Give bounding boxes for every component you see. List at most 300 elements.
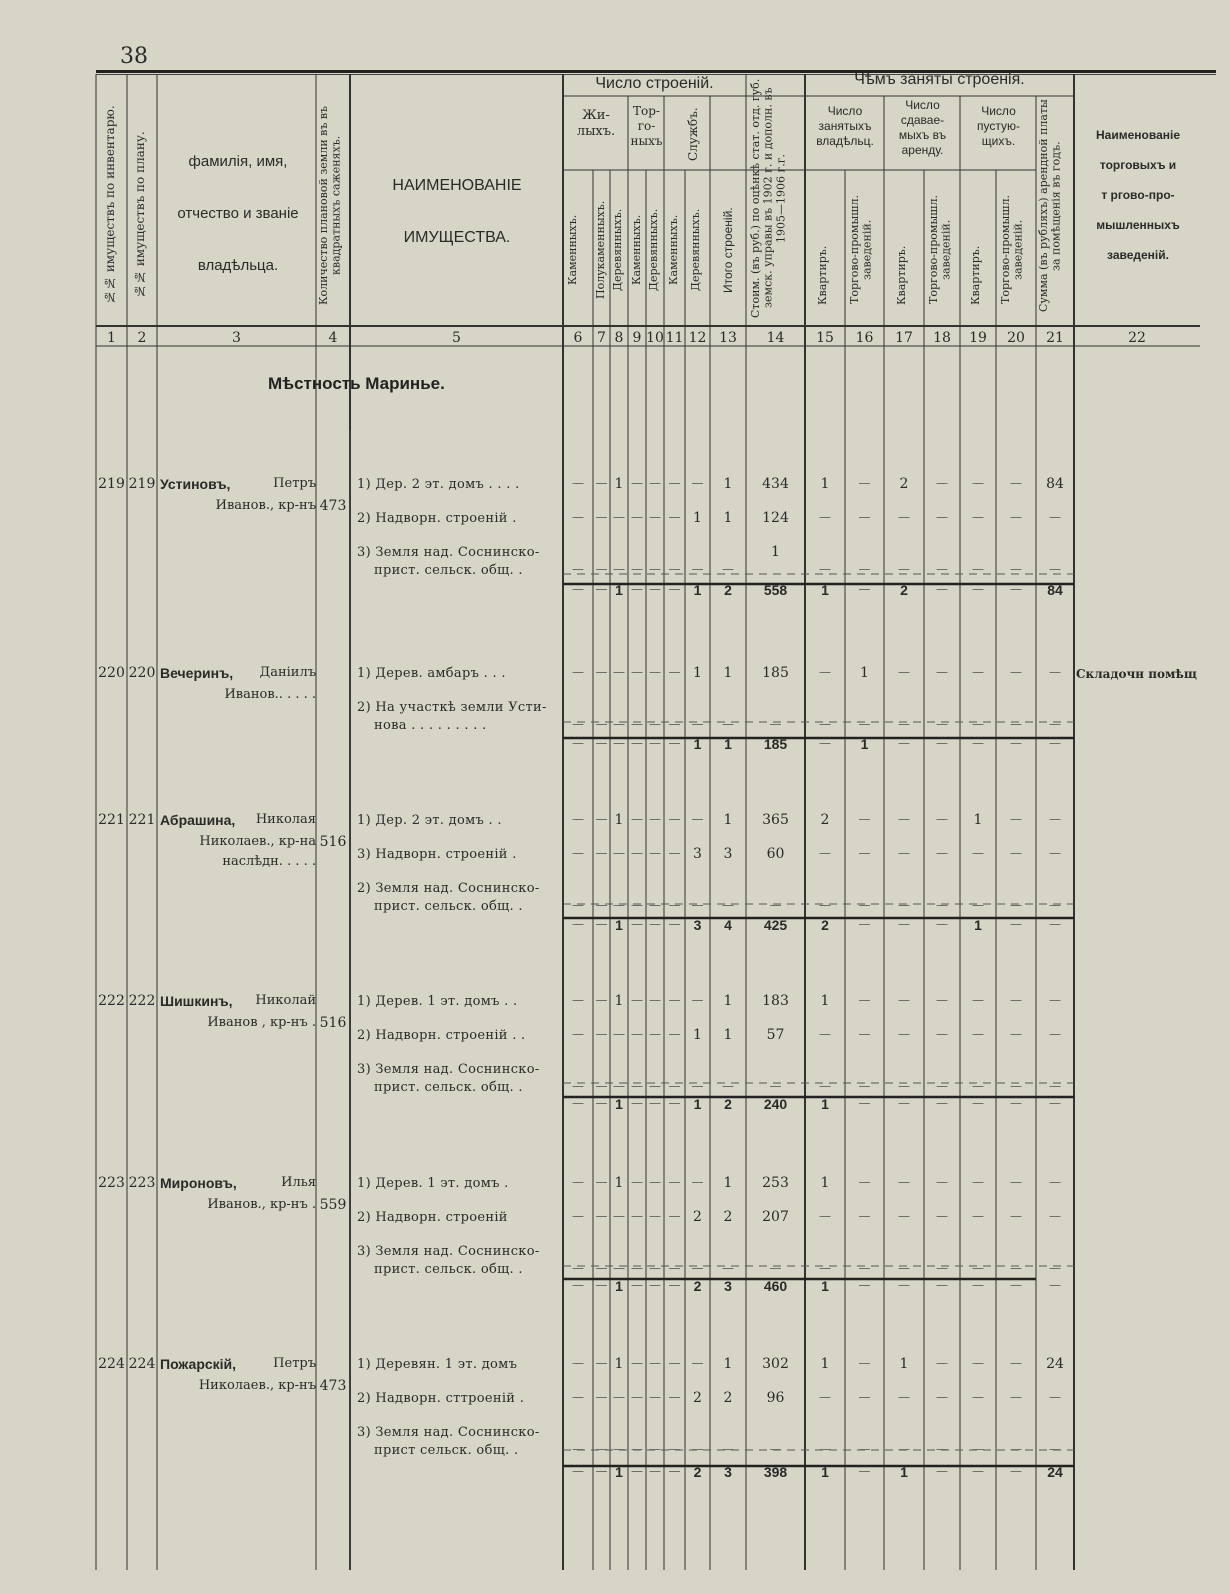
owner-name <box>160 663 316 705</box>
dash: — <box>972 1261 984 1275</box>
dash: — <box>972 736 984 750</box>
dash: — <box>691 476 704 490</box>
dash: — <box>668 476 681 490</box>
owner-given-name: Николай <box>255 993 316 1008</box>
header-col17: Квартиръ. <box>895 245 908 305</box>
dash: — <box>649 1356 661 1370</box>
dash: — <box>595 1261 608 1275</box>
header-col22-line3: т рговo-про- <box>1101 188 1175 202</box>
dash: — <box>898 665 910 679</box>
sub-empty-1: Число <box>981 104 1016 118</box>
dash: — <box>668 1464 681 1478</box>
total-value: 1 <box>860 736 869 752</box>
owner-line: Иванов.. . . . . <box>224 687 316 702</box>
dash: — <box>572 1261 584 1275</box>
total-value: 2 <box>900 582 908 598</box>
header-col22-line5: заведеній. <box>1107 248 1169 262</box>
dash: — <box>936 993 948 1007</box>
cell-value: 1 <box>723 510 733 526</box>
property-item: 1) Дер. 2 эт. домъ . . . . <box>357 477 520 492</box>
total-value: 240 <box>763 1096 788 1112</box>
dash: — <box>613 665 625 679</box>
cell-value: 2 <box>723 1209 733 1225</box>
sub-rented-4: аренду. <box>901 143 944 157</box>
inventory-number: 224 <box>98 1356 125 1372</box>
dash: — <box>1010 736 1022 750</box>
establishment-name: Складочн помѣщ <box>1076 667 1197 681</box>
dash: — <box>1049 1209 1061 1223</box>
dash: — <box>631 1261 643 1275</box>
total-value: 1 <box>615 917 623 933</box>
dash: — <box>819 1027 831 1041</box>
dash: — <box>649 736 661 750</box>
total-value: 1 <box>821 1096 829 1112</box>
page-number: 38 <box>120 44 148 69</box>
dash: — <box>631 1175 643 1189</box>
total-value: 2 <box>693 1464 702 1480</box>
dash: — <box>595 898 608 912</box>
dash: — <box>613 562 625 576</box>
sub-empty-3: щихъ. <box>981 134 1016 148</box>
header-col22-line4: мышленныхъ <box>1096 218 1180 232</box>
dash: — <box>631 717 643 731</box>
dash: — <box>898 1278 910 1292</box>
dash: — <box>819 665 831 679</box>
property-item-cont: прист. сельск. общ. . <box>374 1262 523 1277</box>
dash: — <box>898 1175 910 1189</box>
total-value: 24 <box>1047 1464 1063 1480</box>
dash: — <box>649 993 661 1007</box>
column-number: 14 <box>766 330 785 346</box>
dash: — <box>691 562 704 576</box>
dash: — <box>858 1390 871 1404</box>
dash: — <box>936 917 948 931</box>
dash: — <box>972 1442 984 1456</box>
owner-line: наслѣдн. . . . . <box>222 854 316 869</box>
dash: — <box>595 1096 608 1110</box>
sub-owner-3: владѣльц. <box>816 134 874 148</box>
inventory-number: 222 <box>98 993 125 1009</box>
dash: — <box>972 1356 984 1370</box>
cell-value: 24 <box>1046 1356 1064 1372</box>
owner-line-1 <box>160 474 316 496</box>
dash: — <box>769 717 782 731</box>
dash: — <box>972 1096 984 1110</box>
header-col5-line1: НАИМЕНОВАНІЕ <box>392 177 522 194</box>
cell-value: 60 <box>766 846 785 862</box>
dash: — <box>595 476 608 490</box>
owner-line: Николаев., кр-нъ <box>198 1378 316 1393</box>
dash: — <box>572 1209 584 1223</box>
dash: — <box>572 917 584 931</box>
dash: — <box>691 1079 704 1093</box>
total-value: 1 <box>693 582 702 598</box>
dash: — <box>572 1442 584 1456</box>
cell-value: 365 <box>762 812 789 828</box>
land-area: 559 <box>319 1197 347 1213</box>
dash: — <box>898 1442 910 1456</box>
cell-value: 1 <box>723 476 733 492</box>
dash: — <box>1010 582 1022 596</box>
owner-line: Николаев., кр-на <box>199 834 316 849</box>
cell-value: 1 <box>614 1356 624 1372</box>
dash: — <box>936 898 948 912</box>
dash: — <box>1010 1464 1022 1478</box>
sub-owner-1: Число <box>827 104 863 118</box>
header-col5-line2: ИМУЩЕСТВА. <box>403 229 511 246</box>
dash: — <box>649 665 661 679</box>
column-number: 17 <box>895 330 913 346</box>
sub-rented-3: мыхъ въ <box>898 128 947 142</box>
dash: — <box>936 1096 948 1110</box>
owner-line-1 <box>160 991 316 1013</box>
total-value: 2 <box>693 1278 702 1294</box>
cell-value: 302 <box>762 1356 789 1372</box>
dash: — <box>691 717 704 731</box>
sub-trade-2: го- <box>637 119 656 133</box>
header-col3-line3: владѣльца. <box>197 257 279 274</box>
dash: — <box>972 898 984 912</box>
dash: — <box>936 1079 948 1093</box>
owner-name <box>160 991 316 1033</box>
owner-line-1 <box>160 663 316 685</box>
dash: — <box>668 1261 681 1275</box>
dash: — <box>1049 993 1061 1007</box>
property-item-cont: прист. сельск. общ. . <box>374 563 523 578</box>
header-col12: Деревянныхъ. <box>689 208 702 292</box>
dash: — <box>613 846 625 860</box>
dash: — <box>613 1079 625 1093</box>
total-value: 2 <box>724 582 732 598</box>
owner-surname: Шишкинъ, <box>160 993 233 1009</box>
property-item: 3) Земля над. Соснинско- <box>357 1425 540 1440</box>
total-value: 3 <box>724 1278 732 1294</box>
header-col7: Полукаменныхъ. <box>594 200 607 300</box>
dash: — <box>613 1442 625 1456</box>
header-col21: Сумма (въ рубляхъ) арендной платы за помѣщенія въ годъ. <box>1037 99 1063 313</box>
dash: — <box>572 717 584 731</box>
property-item: 2) Надворн. строеній . . <box>357 1028 526 1043</box>
header-col10: Деревянныхъ. <box>647 208 660 292</box>
dash: — <box>858 812 871 826</box>
dash: — <box>668 717 681 731</box>
total-value: 3 <box>724 1464 732 1480</box>
dash: — <box>649 476 661 490</box>
dash: — <box>1010 898 1022 912</box>
dash: — <box>819 717 831 731</box>
dash: — <box>936 736 948 750</box>
owner-line-1 <box>160 1173 316 1195</box>
dash: — <box>858 510 871 524</box>
dash: — <box>649 898 661 912</box>
header-sub-owner <box>806 104 884 149</box>
dash: — <box>631 1096 643 1110</box>
dash: — <box>1010 562 1022 576</box>
dash: — <box>898 1027 910 1041</box>
cell-value: 1 <box>693 1027 702 1043</box>
dash: — <box>631 562 643 576</box>
dash: — <box>858 717 871 731</box>
cell-value: 1 <box>723 812 733 828</box>
dash: — <box>649 846 661 860</box>
header-col22-line1: Наименованіе <box>1096 128 1180 142</box>
dash: — <box>595 1209 608 1223</box>
dash: — <box>613 717 625 731</box>
dash: — <box>668 562 681 576</box>
cell-value: 84 <box>1046 476 1064 492</box>
cell-value: 1 <box>723 993 733 1009</box>
owner-name <box>160 474 316 516</box>
dash: — <box>1010 1390 1022 1404</box>
header-col1: №№ имуществъ по инвентарю. <box>103 105 117 305</box>
dash: — <box>722 898 734 912</box>
dash: — <box>858 1261 871 1275</box>
property-item: 2) Надворн. строеній <box>357 1210 508 1225</box>
owner-line: Иванов., кр-нъ . <box>207 1197 316 1212</box>
owner-line-1 <box>160 810 316 832</box>
dash: — <box>858 1356 871 1370</box>
dash: — <box>572 812 584 826</box>
dash: — <box>595 582 608 596</box>
dash: — <box>819 510 831 524</box>
dash: — <box>1049 665 1061 679</box>
property-item: 2) Надворн. строеній . <box>357 511 517 526</box>
column-number: 22 <box>1128 330 1146 346</box>
dash: — <box>1049 736 1061 750</box>
total-value: 3 <box>693 917 702 933</box>
dash: — <box>649 1027 661 1041</box>
dash: — <box>595 1442 608 1456</box>
plan-number: 223 <box>128 1175 156 1191</box>
property-item: 2) Надворн. сттроеній . <box>357 1391 525 1406</box>
dash: — <box>649 812 661 826</box>
header-sub-trade <box>629 104 664 149</box>
dash: — <box>595 846 608 860</box>
dash: — <box>691 1356 704 1370</box>
dash: — <box>898 510 910 524</box>
total-value: 425 <box>763 917 788 933</box>
dash: — <box>819 1209 831 1223</box>
dash: — <box>1049 812 1061 826</box>
dash: — <box>936 812 948 826</box>
dash: — <box>613 736 625 750</box>
cell-value: 1 <box>820 1175 830 1191</box>
total-value: 2 <box>821 917 829 933</box>
dash: — <box>972 582 984 596</box>
column-number: 18 <box>933 330 951 346</box>
dash: — <box>936 1261 948 1275</box>
total-value: 1 <box>615 582 623 598</box>
cell-value: 2 <box>820 812 830 828</box>
dash: — <box>595 917 608 931</box>
cell-value: 2 <box>693 1390 702 1406</box>
dash: — <box>1010 812 1022 826</box>
dash: — <box>819 562 831 576</box>
dash: — <box>936 582 948 596</box>
dash: — <box>898 1079 910 1093</box>
owner-surname: Мироновъ, <box>160 1175 237 1191</box>
header-sub-empty <box>961 104 1036 149</box>
dash: — <box>595 812 608 826</box>
cell-value: 124 <box>762 510 789 526</box>
dash: — <box>769 1261 782 1275</box>
dash: — <box>1049 1027 1061 1041</box>
dash: — <box>649 1464 661 1478</box>
dash: — <box>595 1027 608 1041</box>
dash: — <box>936 1278 948 1292</box>
property-item-cont: прист. сельск. общ. . <box>374 1080 523 1095</box>
dash: — <box>613 510 625 524</box>
column-number: 21 <box>1046 330 1064 346</box>
dash: — <box>858 1096 871 1110</box>
owner-surname: Абрашина, <box>160 812 236 828</box>
owner-surname: Вечеринъ, <box>160 665 234 681</box>
land-area: 473 <box>319 498 347 514</box>
column-number: 16 <box>855 330 874 346</box>
cell-value: 253 <box>762 1175 789 1191</box>
land-area: 516 <box>319 834 347 850</box>
dash: — <box>1010 1356 1022 1370</box>
dash: — <box>668 510 681 524</box>
column-number: 3 <box>232 330 241 346</box>
dash: — <box>722 717 734 731</box>
dash: — <box>722 1442 734 1456</box>
dash: — <box>936 665 948 679</box>
dash: — <box>613 1209 625 1223</box>
dash: — <box>858 846 871 860</box>
dash: — <box>972 510 984 524</box>
dash: — <box>668 1209 681 1223</box>
column-number: 6 <box>573 330 583 346</box>
header-col8: Деревянныхъ. <box>611 208 624 292</box>
dash: — <box>858 1278 871 1292</box>
cell-value: 1 <box>820 476 830 492</box>
dash: — <box>668 1027 681 1041</box>
inventory-number: 221 <box>98 812 125 828</box>
dash: — <box>631 476 643 490</box>
dash: — <box>972 717 984 731</box>
dash: — <box>595 665 608 679</box>
property-item: 3) Земля над. Соснинско- <box>357 1244 540 1259</box>
dash: — <box>972 476 984 490</box>
dash: — <box>1010 1175 1022 1189</box>
column-number: 4 <box>328 330 338 346</box>
dash: — <box>972 1390 984 1404</box>
dash: — <box>972 1027 984 1041</box>
property-item-cont: прист. сельск. общ. . <box>374 899 523 914</box>
dash: — <box>972 562 984 576</box>
owner-name <box>160 1354 316 1396</box>
column-number: 2 <box>137 330 147 346</box>
total-value: 398 <box>763 1464 788 1480</box>
dash: — <box>631 1079 643 1093</box>
dash: — <box>898 736 910 750</box>
dash: — <box>936 476 948 490</box>
dash: — <box>668 898 681 912</box>
dash: — <box>972 993 984 1007</box>
dash: — <box>631 1278 643 1292</box>
column-number: 19 <box>969 330 987 346</box>
dash: — <box>1010 846 1022 860</box>
total-value: 84 <box>1047 582 1063 598</box>
dash: — <box>631 1356 643 1370</box>
cell-value: 1 <box>973 812 983 828</box>
dash: — <box>668 736 681 750</box>
sub-owner-2: занятыхъ <box>818 119 872 133</box>
cell-value: 185 <box>762 665 789 681</box>
total-value: 1 <box>821 1278 829 1294</box>
dash: — <box>631 736 643 750</box>
dash: — <box>1010 476 1022 490</box>
column-number: 11 <box>665 330 684 346</box>
sub-trade-3: ныхъ <box>630 134 663 148</box>
dash: — <box>972 846 984 860</box>
dash: — <box>898 562 910 576</box>
header-col3-line2: отчество и званіе <box>177 205 299 222</box>
dash: — <box>722 1261 734 1275</box>
cell-value: 1 <box>693 665 702 681</box>
dash: — <box>595 1464 608 1478</box>
property-item: 3) Земля над. Соснинско- <box>357 545 540 560</box>
owner-line: Иванов , кр-нъ . <box>207 1015 316 1030</box>
column-number: 5 <box>452 330 461 346</box>
dash: — <box>769 1079 782 1093</box>
dash: — <box>936 1175 948 1189</box>
dash: — <box>1049 1278 1061 1292</box>
dash: — <box>613 1261 625 1275</box>
header-col2: №№ имуществъ по плану. <box>133 131 147 299</box>
property-item: 2) Земля над. Соснинско- <box>357 881 540 896</box>
dash: — <box>936 1390 948 1404</box>
dash: — <box>649 917 661 931</box>
dash: — <box>572 1096 584 1110</box>
dash: — <box>572 1356 584 1370</box>
property-item: 3) Земля над. Соснинско- <box>357 1062 540 1077</box>
dash: — <box>631 665 643 679</box>
dash: — <box>572 1175 584 1189</box>
plan-number: 222 <box>128 993 156 1009</box>
dash: — <box>858 1079 871 1093</box>
dash: — <box>858 898 871 912</box>
dash: — <box>898 993 910 1007</box>
dash: — <box>858 1209 871 1223</box>
dash: — <box>769 898 782 912</box>
sub-trade-1: Тор- <box>633 104 660 118</box>
dash: — <box>668 582 681 596</box>
dash: — <box>1049 1390 1061 1404</box>
total-value: 2 <box>724 1096 732 1112</box>
dash: — <box>631 898 643 912</box>
dash: — <box>595 736 608 750</box>
total-value: 185 <box>763 736 788 752</box>
cell-value: 1 <box>723 1027 733 1043</box>
dash: — <box>649 1175 661 1189</box>
dash: — <box>1010 1079 1022 1093</box>
plan-number: 220 <box>128 665 156 681</box>
dash: — <box>631 510 643 524</box>
dash: — <box>668 1390 681 1404</box>
dash: — <box>631 1464 643 1478</box>
cell-value: 1 <box>899 1356 909 1372</box>
dash: — <box>936 1464 948 1478</box>
dash: — <box>1010 510 1022 524</box>
dash: — <box>691 1261 704 1275</box>
dash: — <box>898 1390 910 1404</box>
owner-name <box>160 810 316 872</box>
property-item-cont: прист сельск. общ. . <box>374 1443 519 1458</box>
header-col20: Торгово-промышл. заведеній. <box>999 195 1025 305</box>
dash: — <box>595 562 608 576</box>
